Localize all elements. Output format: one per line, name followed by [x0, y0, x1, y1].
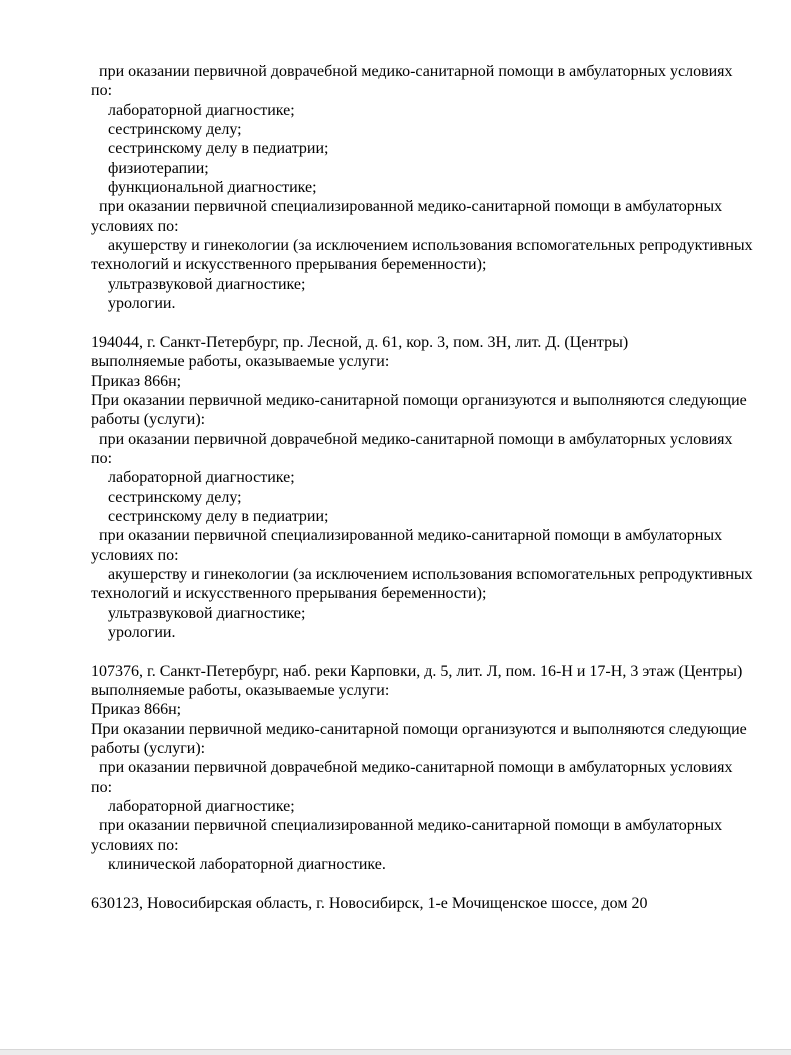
text-line: по:	[91, 778, 113, 796]
text-line: При оказании первичной медико-санитарной помощи организуются и выполняются следующие	[91, 720, 747, 738]
text-line: при оказании первичной доврачебной медико-санитарной помощи в амбулаторных условиях	[99, 63, 733, 80]
text-line: 630123, Новосибирская область, г. Новосибирск, 1-е Мочищенское шоссе, дом 20	[91, 894, 648, 912]
text-line: сестринскому делу в педиатрии;	[108, 140, 329, 158]
text-line: сестринскому делу в педиатрии;	[108, 507, 329, 525]
text-line: клинической лабораторной диагностике.	[108, 856, 386, 874]
text-line: работы (услуги):	[91, 740, 206, 758]
text-line: по:	[91, 449, 113, 467]
license-text-document	[91, 62, 761, 913]
text-line: технологий и искусственного прерывания беременности);	[91, 585, 487, 603]
document-lines	[91, 62, 761, 913]
text-line: работы (услуги):	[91, 411, 206, 429]
blank-line	[91, 313, 761, 332]
text-line: при оказании первичной специализированной медико-санитарной помощи в амбулаторных	[99, 817, 723, 835]
text-line: условиях по:	[91, 546, 179, 564]
text-line: ультразвуковой диагностике;	[108, 275, 306, 293]
text-line: акушерству и гинекологии (за исключением использования вспомогательных репродуктивных	[108, 237, 753, 255]
text-line: урологии.	[108, 623, 176, 641]
text-line: акушерству и гинекологии (за исключением использования вспомогательных репродуктивных	[108, 565, 753, 583]
text-line: при оказании первичной специализированной медико-санитарной помощи в амбулаторных	[99, 527, 723, 545]
text-line: Приказ 866н;	[91, 701, 182, 719]
text-line: по:	[91, 82, 113, 100]
text-line: при оказании первичной доврачебной медико-санитарной помощи в амбулаторных условиях	[99, 759, 733, 777]
text-line: условиях по:	[91, 836, 179, 854]
text-line: условиях по:	[91, 217, 179, 235]
text-line: при оказании первичной доврачебной медико-санитарной помощи в амбулаторных условиях	[99, 430, 733, 448]
text-line: сестринскому делу;	[108, 121, 242, 139]
text-line: при оказании первичной специализированной медико-санитарной помощи в амбулаторных	[99, 198, 723, 216]
text-line: ультразвуковой диагностике;	[108, 604, 306, 622]
text-line: выполняемые работы, оказываемые услуги:	[91, 682, 390, 699]
text-line: При оказании первичной медико-санитарной помощи организуются и выполняются следующие	[91, 391, 747, 409]
blank-line	[91, 874, 761, 893]
text-line: урологии.	[108, 295, 176, 313]
text-line: выполняемые работы, оказываемые услуги:	[91, 353, 390, 371]
text-line: лабораторной диагностике;	[108, 469, 295, 487]
text-line: физиотерапии;	[108, 159, 209, 177]
text-line: функциональной диагностике;	[108, 179, 317, 197]
text-line: Приказ 866н;	[91, 372, 182, 390]
text-line: 194044, г. Санкт-Петербург, пр. Лесной, д. 61, кор. 3, пом. 3Н, лит. Д. (Центры)	[91, 333, 629, 351]
text-line: лабораторной диагностике;	[108, 798, 295, 816]
text-line: технологий и искусственного прерывания беременности);	[91, 256, 487, 274]
footer-strip	[0, 1049, 791, 1055]
text-line: 107376, г. Санкт-Петербург, наб. реки Карповки, д. 5, лит. Л, пом. 16-Н и 17-Н, 3 этаж (Центры)	[91, 662, 743, 680]
text-line: лабораторной диагностике;	[108, 101, 295, 119]
text-line: сестринскому делу;	[108, 488, 242, 506]
blank-line	[91, 642, 761, 661]
